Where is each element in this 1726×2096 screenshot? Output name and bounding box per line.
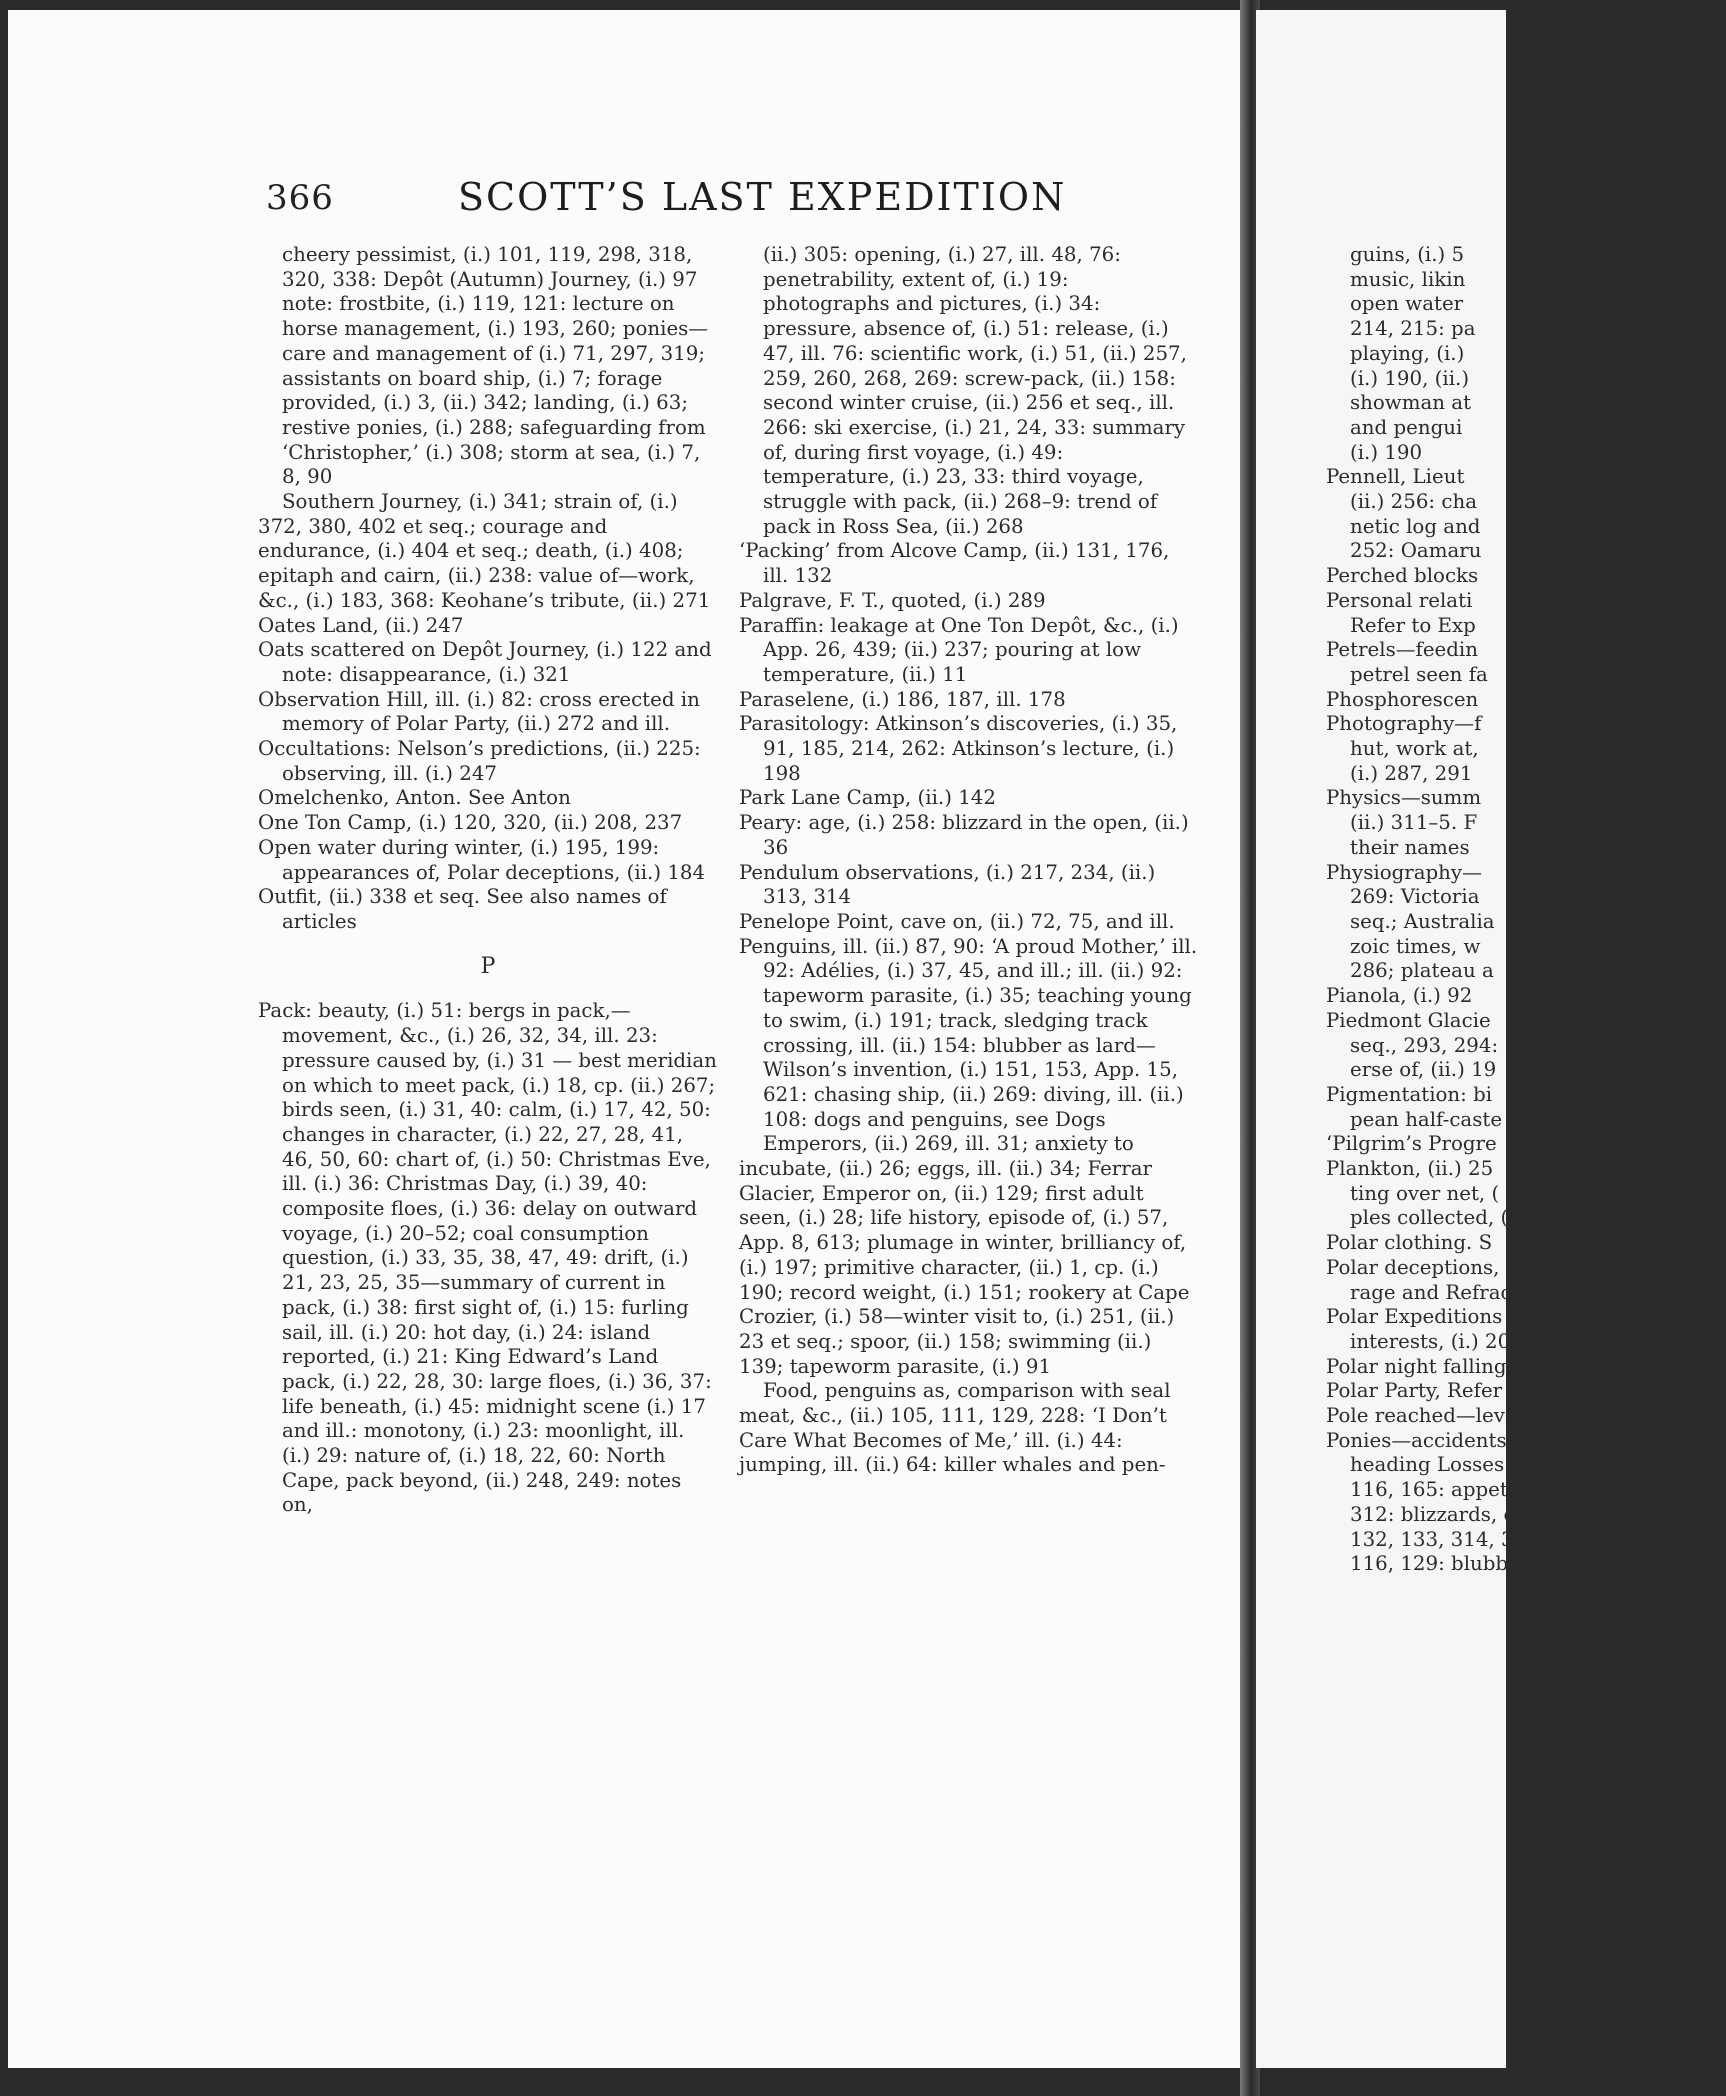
index-entry: Parasitology: Atkinson’s discoveries, (i.) 35, 91, 185, 214, 262: Atkinson’s lecture, (i.) 198 [739, 712, 1178, 785]
index-entry: seq.; Australia [1350, 909, 1495, 933]
index-entry: erse of, (ii.) 19 [1350, 1058, 1497, 1082]
index-entry: One Ton Camp, (i.) 120, 320, (ii.) 208, 237 [258, 811, 683, 835]
index-entry: guins, (i.) 5 [1350, 243, 1465, 266]
index-entry: (i.) 287, 291 [1350, 761, 1473, 785]
index-entry: Outfit, (ii.) 338 et seq. See also names of articles [258, 885, 667, 933]
index-entry: and pengui [1350, 415, 1463, 439]
page-number: 366 [266, 178, 334, 218]
index-entry: Personal relati [1326, 588, 1473, 612]
index-entry: Oates Land, (ii.) 247 [258, 613, 464, 637]
index-entry: Pianola, (i.) 92 [1326, 984, 1473, 1008]
index-entry: Perched blocks [1326, 564, 1479, 588]
index-entry: Oats scattered on Depôt Journey, (i.) 122 and note: disappearance, (i.) 321 [258, 638, 712, 686]
index-entry: (ii.) 256: cha [1350, 490, 1477, 514]
index-entry: 116, 129: blubber [1350, 1552, 1530, 1576]
index-entry: interests, (i.) 20 [1350, 1329, 1511, 1353]
index-entry: 252: Oamaru [1350, 539, 1482, 563]
index-entry: hut, work at, [1350, 737, 1479, 761]
index-entry: Omelchenko, Anton. See Anton [258, 786, 571, 810]
index-entry: showman at [1350, 391, 1472, 415]
running-title: SCOTT’S LAST EXPEDITION [458, 175, 1067, 219]
index-entry: seq., 293, 294: [1350, 1033, 1499, 1057]
index-column-2 [739, 243, 1199, 1478]
index-entry: playing, (i.) [1350, 341, 1465, 365]
index-entry: Southern Journey, (i.) 341; strain of, (i.) 372, 380, 402 et seq.; courage and endurance, (i.) 404 et seq.; death, (i.) 408; epitaph and cairn, (ii.) 238: value of—work, &c., (i.) 183, 368: Keohane’s tribute, (ii.) 271 [258, 490, 711, 612]
index-entry: Open water during winter, (i.) 195, 199: appearances of, Polar deceptions, (ii.) 184 [258, 835, 706, 884]
index-entry: netic log and [1350, 514, 1481, 538]
index-entry: rage and Refrac [1350, 1280, 1512, 1304]
index-entry: Pendulum observations, (i.) 217, 234, (ii.) 313, 314 [739, 860, 1156, 909]
index-entry: Physics—summ [1326, 786, 1482, 810]
index-entry: Pennell, Lieut [1326, 465, 1465, 489]
index-entry: 116, 165: appeti [1350, 1478, 1515, 1502]
index-entry: Polar deceptions, [1326, 1255, 1500, 1279]
index-entry: heading Losses: [1350, 1453, 1511, 1477]
index-entry: 286; plateau a [1350, 959, 1494, 983]
index-entry: Emperors, (ii.) 269, ill. 31; anxiety to incubate, (ii.) 26; eggs, ill. (ii.) 34; Ferrar Glacier, Emperor on, (ii.) 129; first adult seen, (i.) 28; life history, episode of, (i.) 57, App. 8, 613; plumage in winter, brilliancy of, (i.) 197; primitive character, (ii.) 1, cp. (i.) 190; record weight, (i.) 151; rookery at Cape Crozier, (i.) 58—winter visit to, (i.) 251, (ii.) 23 et seq.; spoor, (ii.) 158; swimming (ii.) 139; tapeworm parasite, (i.) 91 [739, 1132, 1190, 1378]
index-entry: Pigmentation: bi [1326, 1082, 1493, 1106]
index-column-3-partial [1326, 243, 1726, 1577]
index-entry: Photography—f [1326, 712, 1482, 736]
index-entry: Petrels—feedin [1326, 638, 1478, 662]
index-entry: Piedmont Glacie [1326, 1008, 1491, 1032]
index-entry: Refer to Exp [1350, 613, 1476, 637]
index-entry: cheery pessimist, (i.) 101, 119, 298, 318, 320, 338: Depôt (Autumn) Journey, (i.) 97 note: frostbite, (i.) 119, 121: lecture on horse management, (i.) 193, 260; ponies—care and management of (i.) 71, 297, 319; assistants on board ship, (i.) 7; forage provided, (i.) 3, (ii.) 342; landing, (i.) 63; restive ponies, (i.) 288; safeguarding from ‘Christopher,’ (i.) 308; storm at sea, (i.) 7, 8, 90 [282, 243, 709, 489]
section-letter: P [480, 953, 496, 979]
index-entry: petrel seen fa [1350, 662, 1488, 686]
index-entry: Phosphorescen [1326, 687, 1479, 711]
index-entry: Polar Expeditions [1326, 1305, 1503, 1329]
index-entry: Palgrave, F. T., quoted, (i.) 289 [739, 588, 1046, 612]
index-entry: (i.) 190, (ii.) [1350, 366, 1470, 390]
index-entry: Observation Hill, ill. (i.) 82: cross erected in memory of Polar Party, (ii.) 272 and ill. [258, 687, 700, 736]
index-entry: their names [1350, 835, 1470, 859]
index-entry: 132, 133, 314, 3 [1350, 1527, 1514, 1551]
index-entry: Polar clothing. S [1326, 1231, 1493, 1255]
index-entry: 214, 215: pa [1350, 317, 1476, 341]
index-entry: ‘Pilgrim’s Progre [1326, 1132, 1497, 1156]
index-entry: Peary: age, (i.) 258: blizzard in the open, (ii.) 36 [739, 811, 1189, 859]
index-entry: 312: blizzards, ef [1350, 1502, 1523, 1526]
index-entry: Plankton, (ii.) 25 [1326, 1157, 1494, 1181]
index-entry: zoic times, w [1350, 934, 1481, 958]
index-entry: (i.) 190 [1350, 440, 1423, 464]
index-entry: Penelope Point, cave on, (ii.) 72, 75, and ill. [739, 909, 1175, 933]
index-entry: Polar Party, Refer [1326, 1379, 1503, 1403]
index-entry: music, likin [1350, 267, 1466, 291]
index-entry: Pack: beauty, (i.) 51: bergs in pack,—movement, &c., (i.) 26, 32, 34, ill. 23: pressure caused by, (i.) 31 — best meridian on which to meet pack, (i.) 18, cp. (ii.) 267; birds seen, (i.) 31, 40: calm, (i.) 17, 42, 50: changes in character, (i.) 22, 27, 28, 41, 46, 50, 60: chart of, (i.) 50: Christmas Eve, ill. (i.) 36: Christmas Day, (i.) 39, 40: composite floes, (i.) 36: delay on outward voyage, (i.) 20–52; coal consumption question, (i.) 33, 35, 38, 47, 49: drift, (i.) 21, 23, 25, 35—summary of current in pack, (i.) 38: first sight of, (i.) 15: furling sail, ill. (i.) 20: hot day, (i.) 24: island reported, (i.) 21: King Edward’s Land pack, (i.) 22, 28, 30: large floes, (i.) 36, 37: life beneath, (i.) 45: midnight scene (i.) 17 and ill.: monotony, (i.) 23: moonlight, ill. (i.) 29: nature of, (i.) 18, 22, 60: North Cape, pack beyond, (ii.) 248, 249: notes on, [258, 999, 717, 1517]
index-entry: pean half-caste [1350, 1107, 1503, 1131]
index-entry: Pole reached—leve [1326, 1404, 1517, 1428]
index-entry: (ii.) 305: opening, (i.) 27, ill. 48, 76: penetrability, extent of, (i.) 19: photographs and pictures, (i.) 34: pressure, absence of, (i.) 51: release, (i.) 47, ill. 76: scientific work, (i.) 51, (ii.) 257, 259, 260, 268, 269: screw-pack, (ii.) 158: second winter cruise, (ii.) 256 et seq., ill. 266: ski exercise, (i.) 21, 24, 33: summary of, during first voyage, (i.) 49: temperature, (i.) 23, 33: third voyage, struggle with pack, (ii.) 268–9: trend of pack in Ross Sea, (ii.) 268 [763, 243, 1187, 538]
index-entry: Paraffin: leakage at One Ton Depôt, &c., (i.) App. 26, 439; (ii.) 237; pouring at low temperature, (ii.) 11 [739, 613, 1179, 686]
index-column-1 [258, 243, 718, 1518]
index-entry: Paraselene, (i.) 186, 187, ill. 178 [739, 687, 1066, 711]
index-entry: Occultations: Nelson’s predictions, (ii.) 225: observing, ill. (i.) 247 [258, 737, 701, 785]
index-entry: Physiography— [1326, 860, 1482, 884]
index-entry: Food, penguins as, comparison with seal meat, &c., (ii.) 105, 111, 129, 228: ‘I Don’t Care What Becomes of Me,’ ill. (i.) 44: jumping, ill. (ii.) 64: killer whales and pen- [739, 1379, 1171, 1477]
index-entry: Penguins, ill. (ii.) 87, 90: ‘A proud Mother,’ ill. 92: Adélies, (i.) 37, 45, and ill.; ill. (ii.) 92: tapeworm parasite, (i.) 35; teaching young to swim, (i.) 191; track, sledging track crossing, ill. (ii.) 154: blubber as lard—Wilson’s invention, (i.) 151, 153, App. 15, 621: chasing ship, (ii.) 269: diving, ill. (ii.) 108: dogs and penguins, see Dogs [739, 934, 1198, 1131]
index-entry: open water [1350, 292, 1464, 316]
index-entry: 269: Victoria [1350, 885, 1480, 909]
index-entry: ting over net, ( [1350, 1181, 1500, 1205]
index-entry: ‘Packing’ from Alcove Camp, (ii.) 131, 176, ill. 132 [739, 539, 1170, 588]
index-entry: Park Lane Camp, (ii.) 142 [739, 786, 996, 810]
index-entry: ples collected, ( [1350, 1206, 1509, 1230]
index-entry: Ponies—accidents, [1326, 1428, 1513, 1452]
index-entry: Polar night falling [1326, 1354, 1507, 1378]
index-entry: (ii.) 311–5. F [1350, 811, 1478, 835]
